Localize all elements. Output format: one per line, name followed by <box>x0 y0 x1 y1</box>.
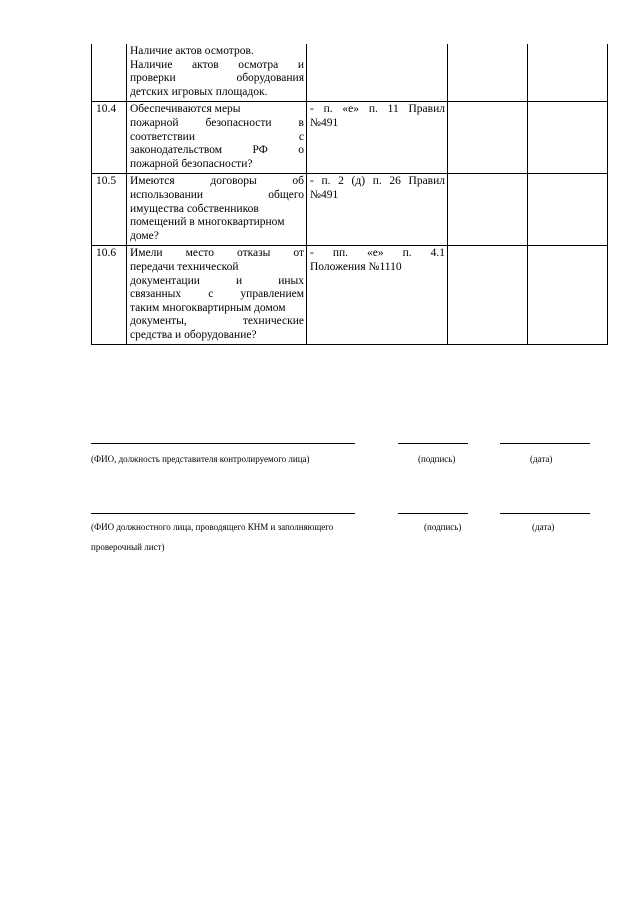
question-line: детских игровых площадок. <box>130 85 268 98</box>
note-cell[interactable] <box>528 102 608 174</box>
table-row <box>92 44 608 102</box>
reference-line: №491 <box>310 116 339 129</box>
item-number: 10.6 <box>92 246 127 345</box>
answer-cell[interactable] <box>448 44 528 102</box>
answer-cell[interactable] <box>448 246 528 345</box>
answer-cell[interactable] <box>448 102 528 174</box>
reference-line: - пп. «е» п. 4.1 <box>310 247 445 260</box>
table-row <box>92 174 608 246</box>
question-line: документации и иных <box>130 274 304 287</box>
checklist-table <box>91 44 608 345</box>
name-label-2-line-2: проверочный лист) <box>91 542 165 552</box>
note-cell[interactable] <box>528 246 608 345</box>
name-label-1: (ФИО, должность представителя контролируемого лица) <box>91 454 310 464</box>
question-line: использовании общего <box>130 188 304 201</box>
requirement-question <box>127 246 307 345</box>
question-line: Имели место отказы от <box>130 247 304 260</box>
question-line: Наличие актов осмотров. <box>130 45 254 57</box>
answer-cell[interactable] <box>448 174 528 246</box>
table-row <box>92 246 608 345</box>
question-line: Имеются договоры об <box>130 175 304 188</box>
item-number: 10.4 <box>92 102 127 174</box>
question-line: документы, технические <box>130 315 304 328</box>
requirement-question <box>127 174 307 246</box>
name-signature-line-1 <box>91 443 355 444</box>
question-line: связанных с управлением <box>130 288 304 301</box>
question-line: соответствии с <box>130 130 304 143</box>
legal-reference <box>307 44 448 102</box>
question-line: помещений в многоквартирном <box>130 216 285 229</box>
question-line: проверки оборудования <box>130 72 304 85</box>
question-line: имущества собственников <box>130 202 259 215</box>
question-line: таким многоквартирным домом <box>130 301 286 314</box>
requirement-question <box>127 44 307 102</box>
checklist-rows <box>92 44 608 345</box>
date-line-1 <box>500 443 590 444</box>
question-line: пожарной безопасности? <box>130 157 253 170</box>
reference-line: - п. «е» п. 11 Правил <box>310 103 445 116</box>
sign-line-2 <box>398 513 468 514</box>
name-label-2-line-1: (ФИО должностного лица, проводящего КНМ и заполняющего <box>91 522 334 532</box>
question-line: средства и оборудование? <box>130 328 257 341</box>
question-line: Наличие актов осмотра и <box>130 58 304 71</box>
sign-label-2: (подпись) <box>424 522 462 532</box>
note-cell[interactable] <box>528 44 608 102</box>
date-line-2 <box>500 513 590 514</box>
table-row <box>92 102 608 174</box>
note-cell[interactable] <box>528 174 608 246</box>
legal-reference <box>307 174 448 246</box>
question-line: Обеспечиваются меры <box>130 103 241 116</box>
requirement-question <box>127 102 307 174</box>
date-label-2: (дата) <box>532 522 555 532</box>
sign-label-1: (подпись) <box>418 454 456 464</box>
reference-line: Положения №1110 <box>310 260 402 273</box>
reference-line: - п. 2 (д) п. 26 Правил <box>310 175 445 188</box>
item-number: 10.5 <box>92 174 127 246</box>
name-signature-line-2 <box>91 513 355 514</box>
question-line: передачи технической <box>130 260 239 273</box>
date-label-1: (дата) <box>530 454 553 464</box>
item-number <box>92 44 127 102</box>
question-line: пожарной безопасности в <box>130 116 304 129</box>
reference-line: №491 <box>310 188 339 201</box>
legal-reference <box>307 102 448 174</box>
sign-line-1 <box>398 443 468 444</box>
legal-reference <box>307 246 448 345</box>
question-line: доме? <box>130 229 159 242</box>
question-line: законодательством РФ о <box>130 144 304 157</box>
